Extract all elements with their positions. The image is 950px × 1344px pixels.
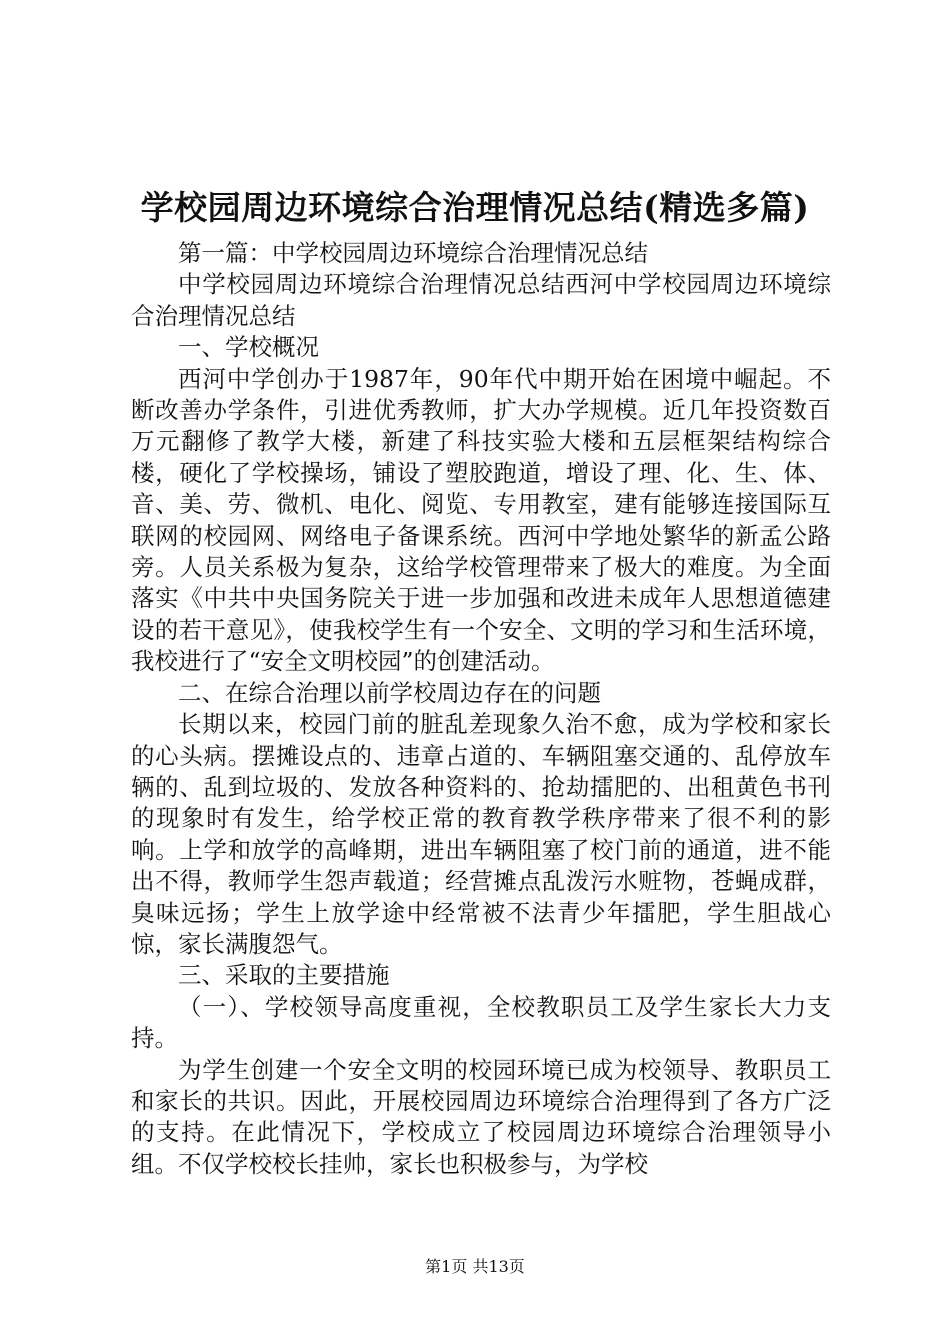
paragraph: 长期以来，校园门前的脏乱差现象久治不愈，成为学校和家长的心头病。摆摊设点的、违章占道的、车辆阻塞交通的、乱停放车辆的、乱到垃圾的、发放各种资料的、抢劫擂肥的、出租黄色书刊的现象时有发生，给学校正常的教育教学秩序带来了很不利的影响。上学和放学的高峰期，进出车辆阻塞了校门前的通道，进不能出不得，教师学生怨声载道；经营摊点乱泼污水赃物，苍蝇成群，臭味远扬；学生上放学途中经常被不法青少年擂肥，学生胆战心惊，家长满腹怨气。 [131, 710, 831, 958]
page-footer: 第1页 共13页 [425, 1257, 525, 1276]
paragraph: 为学生创建一个安全文明的校园环境已成为校领导、教职员工和家长的共识。因此，开展校园周边环境综合治理得到了各方广泛的支持。在此情况下，学校成立了校园周边环境综合治理领导小组。不仅学校校长挂帅，家长也积极参与，为学校 [131, 1055, 831, 1178]
document-title: 学校园周边环境综合治理情况总结(精选多篇) [140, 188, 810, 227]
section-heading: 三、采取的主要措施 [178, 961, 390, 990]
document-body [131, 238, 831, 1180]
subsection-heading: （一）、学校领导高度重视，全校教职员工及学生家长大力支持。 [131, 992, 831, 1053]
section-heading: 二、在综合治理以前学校周边存在的问题 [178, 678, 601, 707]
paragraph: 中学校园周边环境综合治理情况总结西河中学校园周边环境综合治理情况总结 [131, 270, 831, 330]
paragraph: 西河中学创办于1987年，90年代中期开始在困境中崛起。不断改善办学条件，引进优秀教师，扩大办学规模。近几年投资数百万元翻修了教学大楼，新建了科技实验大楼和五层框架结构综合楼，硬化了学校操场，铺设了塑胶跑道，增设了理、化、生、体、音、美、劳、微机、电化、阅览、专用教室，建有能够连接国际互联网的校园网、网络电子备课系统。西河中学地处繁华的新孟公路旁。人员关系极为复杂，这给学校管理带来了极大的难度。为全面落实《中共中央国务院关于进一步加强和改进未成年人思想道德建设的若干意见》，使我校学生有一个安全、文明的学习和生活环境，我校进行了“安全文明校园”的创建活动。 [131, 364, 831, 676]
section-heading: 一、学校概况 [178, 333, 319, 362]
section-heading: 第一篇：中学校园周边环境综合治理情况总结 [178, 239, 648, 267]
